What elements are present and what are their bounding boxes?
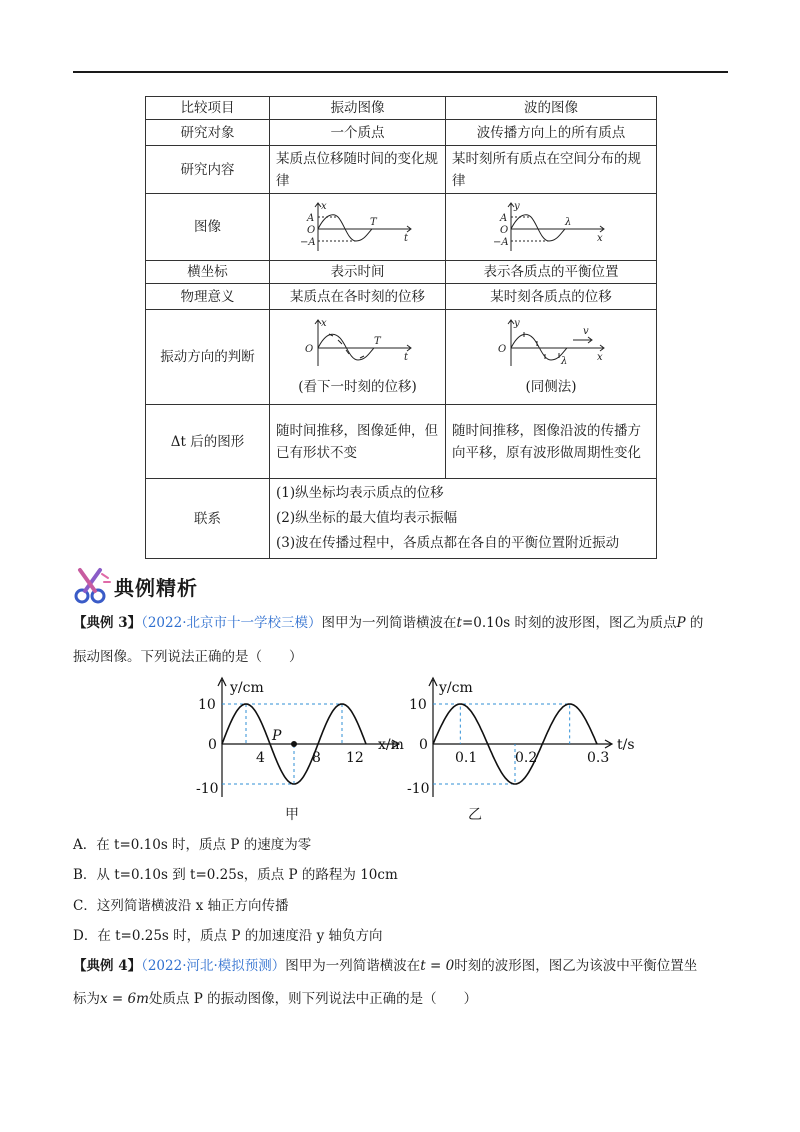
- table-row: [146, 261, 657, 284]
- table-row: [146, 146, 657, 194]
- x-tick-label: 4: [256, 750, 265, 766]
- table-header-cell: 比较项目: [146, 97, 270, 120]
- relation-cell: [270, 479, 657, 559]
- svg-text:A: A: [500, 213, 508, 224]
- wave-cell: 某时刻各质点的位移: [446, 284, 657, 310]
- x-axis-label: t/s: [617, 737, 635, 753]
- vibration-cell: 某质点位移随时间的变化规律: [270, 146, 446, 194]
- y-axis-label: y/cm: [439, 680, 473, 696]
- svg-text:O: O: [304, 344, 313, 355]
- svg-text:y: y: [514, 201, 520, 212]
- svg-text:v: v: [583, 326, 589, 337]
- vibration-cell: 随时间推移，图像延伸，但已有形状不变: [270, 405, 446, 479]
- table-row: [146, 120, 657, 146]
- x-tick-label: 8: [312, 750, 321, 766]
- row-label: 联系: [146, 479, 270, 559]
- svg-text:λ: λ: [565, 217, 572, 228]
- caption-jia: 甲: [285, 807, 299, 823]
- vibration-direction-caption: (看下一时刻的位移): [298, 379, 417, 395]
- point-p-marker: [291, 741, 297, 747]
- example4-tag: 【典例 4】: [73, 958, 142, 974]
- scissors-icon: [72, 566, 112, 606]
- vibration-graph-yi: [405, 672, 645, 812]
- svg-text:x: x: [597, 233, 603, 244]
- point-p-label: P: [272, 728, 282, 744]
- wave-cell: 波传播方向上的所有质点: [446, 120, 657, 146]
- svg-text:−A: −A: [299, 237, 316, 248]
- vibration-graph-cell: [270, 194, 446, 261]
- table-row: [146, 310, 657, 405]
- x-tick-label: 0.3: [587, 750, 610, 766]
- example4-source: （2022·河北·模拟预测）: [141, 958, 286, 974]
- svg-text:A: A: [306, 213, 314, 224]
- table-row: [146, 284, 657, 310]
- wave-graph-jia: [188, 672, 413, 812]
- x-tick-label: 12: [346, 750, 364, 766]
- table-header-cell: 振动图像: [270, 97, 446, 120]
- svg-text:y: y: [514, 318, 520, 329]
- vibration-cell: 一个质点: [270, 120, 446, 146]
- table-row: [146, 405, 657, 479]
- table-row: [146, 194, 657, 261]
- svg-text:x: x: [320, 201, 327, 212]
- x-tick-label: 0.1: [455, 750, 478, 766]
- table-header-row: [146, 97, 657, 120]
- table-header-cell: 波的图像: [446, 97, 657, 120]
- svg-text:t: t: [403, 233, 408, 244]
- x-axis-label: x/m: [378, 737, 404, 753]
- guide-line: [433, 704, 570, 744]
- example3-tag: 【典例 3】: [73, 615, 142, 631]
- svg-text:T: T: [369, 217, 377, 228]
- example3-source: （2022·北京市十一学校三模）: [141, 615, 322, 631]
- row-label: 振动方向的判断: [146, 310, 270, 405]
- guide-line: [433, 704, 460, 744]
- guide-line: [222, 704, 246, 744]
- svg-text:x: x: [597, 352, 603, 363]
- svg-text:λ: λ: [561, 356, 568, 367]
- vibration-mini-graph: [298, 199, 418, 255]
- svg-text:t: t: [403, 352, 408, 363]
- wave-cell: 表示各质点的平衡位置: [446, 261, 657, 284]
- example4-line1: 【典例 4】（2022·河北·模拟预测）图甲为一列简谐横波在t = 0时刻的波形图，图乙为该波中平衡位置坐: [73, 958, 698, 974]
- option-c[interactable]: C．这列简谐横波沿 x 轴正方向传播: [73, 898, 289, 914]
- wave-cell: 随时间推移，图像沿波的传播方向平移，原有波形做周期性变化: [446, 405, 657, 479]
- row-label: 图像: [146, 194, 270, 261]
- vibration-direction-cell: [270, 310, 446, 405]
- option-a[interactable]: A．在 t=0.10s 时，质点 P 的速度为零: [73, 837, 312, 853]
- svg-text:O: O: [500, 225, 509, 236]
- guide-line: [222, 704, 342, 744]
- wave-cell: 某时刻所有质点在空间分布的规律: [446, 146, 657, 194]
- caption-yi: 乙: [468, 807, 482, 823]
- top-rule: [73, 71, 728, 73]
- relation-line: (3)波在传播过程中，各质点都在各自的平衡位置附近振动: [276, 535, 620, 551]
- y-tick-label: 0: [208, 737, 217, 753]
- relation-line: (2)纵坐标的最大值均表示振幅: [276, 510, 458, 526]
- row-label: 研究内容: [146, 146, 270, 194]
- row-label: 横坐标: [146, 261, 270, 284]
- row-label: Δt 后的图形: [146, 405, 270, 479]
- svg-text:−A: −A: [493, 237, 509, 248]
- example4-line2: 标为x = 6m处质点 P 的振动图像，则下列说法中正确的是（ ）: [73, 991, 478, 1007]
- vibration-cell: 某质点在各时刻的位移: [270, 284, 446, 310]
- relation-line: (1)纵坐标均表示质点的位移: [276, 485, 444, 501]
- vibration-cell: 表示时间: [270, 261, 446, 284]
- y-tick-label: 0: [419, 737, 428, 753]
- option-d[interactable]: D．在 t=0.25s 时，质点 P 的加速度沿 y 轴负方向: [73, 928, 383, 944]
- svg-text:O: O: [306, 225, 315, 236]
- example3-line1: 【典例 3】（2022·北京市十一学校三模）图甲为一列简谐横波在t=0.10s 时刻的波形图，图乙为质点P 的: [73, 615, 704, 631]
- vibration-direction-graph: [298, 316, 418, 370]
- row-label: 物理意义: [146, 284, 270, 310]
- y-tick-label: 10: [409, 697, 427, 713]
- example3-line2: 振动图像。下列说法正确的是（ ）: [73, 649, 303, 665]
- svg-text:T: T: [373, 336, 381, 347]
- section-header: [72, 566, 252, 606]
- y-axis-label: y/cm: [230, 680, 264, 696]
- y-tick-label: -10: [407, 781, 430, 797]
- x-tick-label: 0.2: [515, 750, 538, 766]
- wave-direction-caption: (同侧法): [525, 379, 577, 395]
- wave-direction-cell: [446, 310, 657, 405]
- comparison-table: [145, 96, 657, 559]
- svg-text:O: O: [498, 344, 507, 355]
- wave-mini-graph: [491, 199, 611, 255]
- wave-graph-cell: [446, 194, 657, 261]
- option-b[interactable]: B．从 t=0.10s 到 t=0.25s，质点 P 的路程为 10cm: [73, 867, 398, 883]
- svg-text:x: x: [320, 318, 327, 329]
- y-tick-label: 10: [198, 697, 216, 713]
- wave-direction-graph: [491, 316, 611, 370]
- table-row: [146, 479, 657, 559]
- row-label: 研究对象: [146, 120, 270, 146]
- y-tick-label: -10: [196, 781, 219, 797]
- section-title: 典例精析: [114, 576, 198, 600]
